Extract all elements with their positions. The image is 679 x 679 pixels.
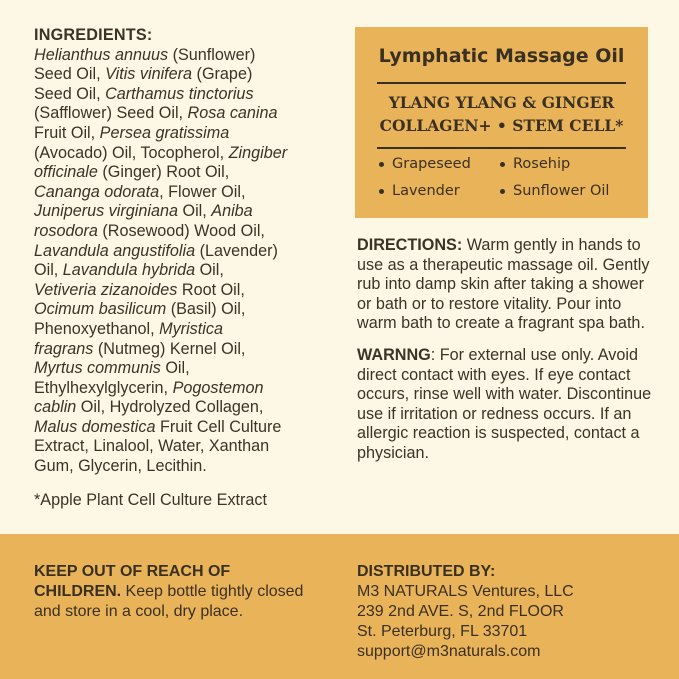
label-divider-bottom xyxy=(377,147,626,149)
ingredient-line xyxy=(34,65,334,85)
ingredient-text: (Nutmeg) Kernel Oil, xyxy=(93,339,246,358)
ingredient-line xyxy=(34,85,334,105)
ingredient-text: (Safflower) Seed Oil, xyxy=(34,104,188,123)
ingredient-line xyxy=(34,183,334,203)
ingredient-line xyxy=(34,104,334,124)
botanical-name: Vetiveria zizanoides xyxy=(34,280,178,299)
ingredient-line xyxy=(34,418,334,438)
warning-heading: WARNNG xyxy=(357,345,431,364)
botanical-name: Lavandula hybrida xyxy=(62,261,196,280)
directions-paragraph xyxy=(357,236,657,334)
ingredient-line xyxy=(34,320,334,340)
storage-text: Keep bottle tightly closed and store in a cool, dry place. xyxy=(34,583,304,620)
ingredient-line xyxy=(34,457,334,477)
bullet-dot-icon xyxy=(379,162,384,167)
botanical-name: cablin xyxy=(34,398,77,417)
botanical-name: Carthamus tinctorius xyxy=(105,84,254,103)
label-divider-top xyxy=(377,82,626,84)
ingredient-text: Oil, xyxy=(34,261,63,280)
botanical-name: Malus domestica xyxy=(34,417,156,436)
ingredient-line xyxy=(34,222,334,242)
storage-heading: KEEP OUT OF REACH OF CHILDREN. xyxy=(34,563,231,600)
warning-text: : For external use only. Avoid direct contact with eyes. If eye contact occurs, rinse well with water. Discontinue use if irritation or redness occurs. If an allergic reaction is suspected, contact a physician. xyxy=(357,345,652,462)
storage-notice xyxy=(34,562,314,622)
ingredient-line xyxy=(34,261,334,281)
directions-heading: DIRECTIONS: xyxy=(357,236,463,254)
ingredient-line xyxy=(34,124,334,144)
usage-section xyxy=(357,236,657,464)
product-title: Lymphatic Massage Oil xyxy=(378,45,625,67)
distributor-company: M3 NATURALS Ventures, LLC xyxy=(357,583,574,600)
bullet-label: Rosehip xyxy=(513,156,571,172)
bullet-dot-icon xyxy=(379,189,384,194)
botanical-name: Juniperus virginiana xyxy=(34,202,178,221)
ingredient-line xyxy=(34,163,334,183)
bullet-item xyxy=(500,156,570,172)
bullet-dot-icon xyxy=(500,162,505,167)
ingredient-line xyxy=(34,379,334,399)
botanical-name: Ocimum basilicum xyxy=(34,300,167,319)
ingredient-text: Fruit Cell Culture xyxy=(155,417,282,436)
ingredients-footnote: *Apple Plant Cell Culture Extract xyxy=(34,490,268,509)
label-subtitle-line1: YLANG YLANG & GINGER xyxy=(388,93,615,112)
ingredients-section xyxy=(34,26,334,510)
ingredient-line xyxy=(34,359,334,379)
botanical-name: Rosa canina xyxy=(187,104,278,123)
ingredient-line xyxy=(34,340,334,360)
ingredient-text: (Lavender) xyxy=(195,241,278,260)
ingredient-line xyxy=(34,202,334,222)
product-label-box xyxy=(355,27,648,218)
botanical-name: Persea gratissima xyxy=(99,123,230,142)
botanical-name: rosodora xyxy=(34,221,98,240)
bullet-label: Grapeseed xyxy=(392,156,471,172)
ingredient-text: (Ginger) Root Oil, xyxy=(97,163,230,182)
ingredient-line xyxy=(34,300,334,320)
distributor-info xyxy=(357,562,647,662)
botanical-name: Zingiber xyxy=(228,143,288,162)
ingredient-text: (Rosewood) Wood Oil, xyxy=(97,221,265,240)
ingredient-text: Gum, Glycerin, Lecithin. xyxy=(34,457,207,476)
ingredients-list xyxy=(34,46,334,477)
ingredient-line xyxy=(34,281,334,301)
ingredients-heading: INGREDIENTS: xyxy=(34,26,153,44)
ingredient-line xyxy=(34,242,334,262)
ingredient-text: , Flower Oil, xyxy=(159,182,246,201)
ingredient-text: Extract, Linalool, Water, Xanthan xyxy=(34,437,270,456)
bullet-item xyxy=(379,183,460,199)
botanical-name: Myristica xyxy=(159,319,223,338)
bullet-label: Sunflower Oil xyxy=(513,183,610,199)
ingredient-text: Root Oil, xyxy=(177,280,245,299)
ingredient-line xyxy=(34,144,334,164)
distributor-heading: DISTRIBUTED BY: xyxy=(357,563,496,580)
distributor-address-line1: 239 2nd AVE. S, 2nd FLOOR xyxy=(357,603,564,620)
label-subtitle-line2: COLLAGEN+ • STEM CELL* xyxy=(379,116,624,135)
ingredient-text: Oil, Hydrolyzed Collagen, xyxy=(76,398,264,417)
ingredient-text: (Avocado) Oil, Tocopherol, xyxy=(34,143,229,162)
ingredient-text: Phenoxyethanol, xyxy=(34,319,160,338)
ingredient-line xyxy=(34,437,334,457)
bottom-info-band xyxy=(0,534,679,679)
bullet-item xyxy=(379,156,471,172)
ingredient-text: (Sunflower) xyxy=(168,45,256,64)
ingredient-text: Seed Oil, xyxy=(34,84,106,103)
warning-paragraph xyxy=(357,346,657,464)
botanical-name: Myrtus communis xyxy=(34,359,161,378)
ingredient-text: Seed Oil, xyxy=(34,65,106,84)
botanical-name: Cananga odorata xyxy=(34,182,160,201)
ingredient-text: Ethylhexylglycerin, xyxy=(34,378,173,397)
botanical-name: Vitis vinifera xyxy=(105,65,193,84)
botanical-name: Pogostemon xyxy=(172,378,264,397)
bullet-label: Lavender xyxy=(392,183,460,199)
botanical-name: officinale xyxy=(34,163,98,182)
bullet-dot-icon xyxy=(500,189,505,194)
ingredient-text: Oil, xyxy=(195,261,224,280)
botanical-name: fragrans xyxy=(34,339,94,358)
bullet-item xyxy=(500,183,609,199)
ingredient-line xyxy=(34,46,334,66)
ingredient-text: (Basil) Oil, xyxy=(166,300,246,319)
botanical-name: Aniba xyxy=(211,202,253,221)
directions-text: Warm gently in hands to use as a therapeutic massage oil. Gently rub into damp skin after taking a shower or bath or to restore vitality. Pour into warm bath to create a fragrant spa bath. xyxy=(357,236,650,333)
ingredient-text: (Grape) xyxy=(192,65,253,84)
ingredient-text: Fruit Oil, xyxy=(34,123,100,142)
ingredient-text: Oil, xyxy=(160,359,190,378)
botanical-name: Helianthus annuus xyxy=(34,45,169,64)
botanical-name: Lavandula angustifolia xyxy=(34,241,196,260)
ingredient-text: Oil, xyxy=(177,202,212,221)
distributor-email: support@m3naturals.com xyxy=(357,643,541,660)
ingredient-line xyxy=(34,398,334,418)
distributor-address-line2: St. Peterburg, FL 33701 xyxy=(357,623,528,640)
